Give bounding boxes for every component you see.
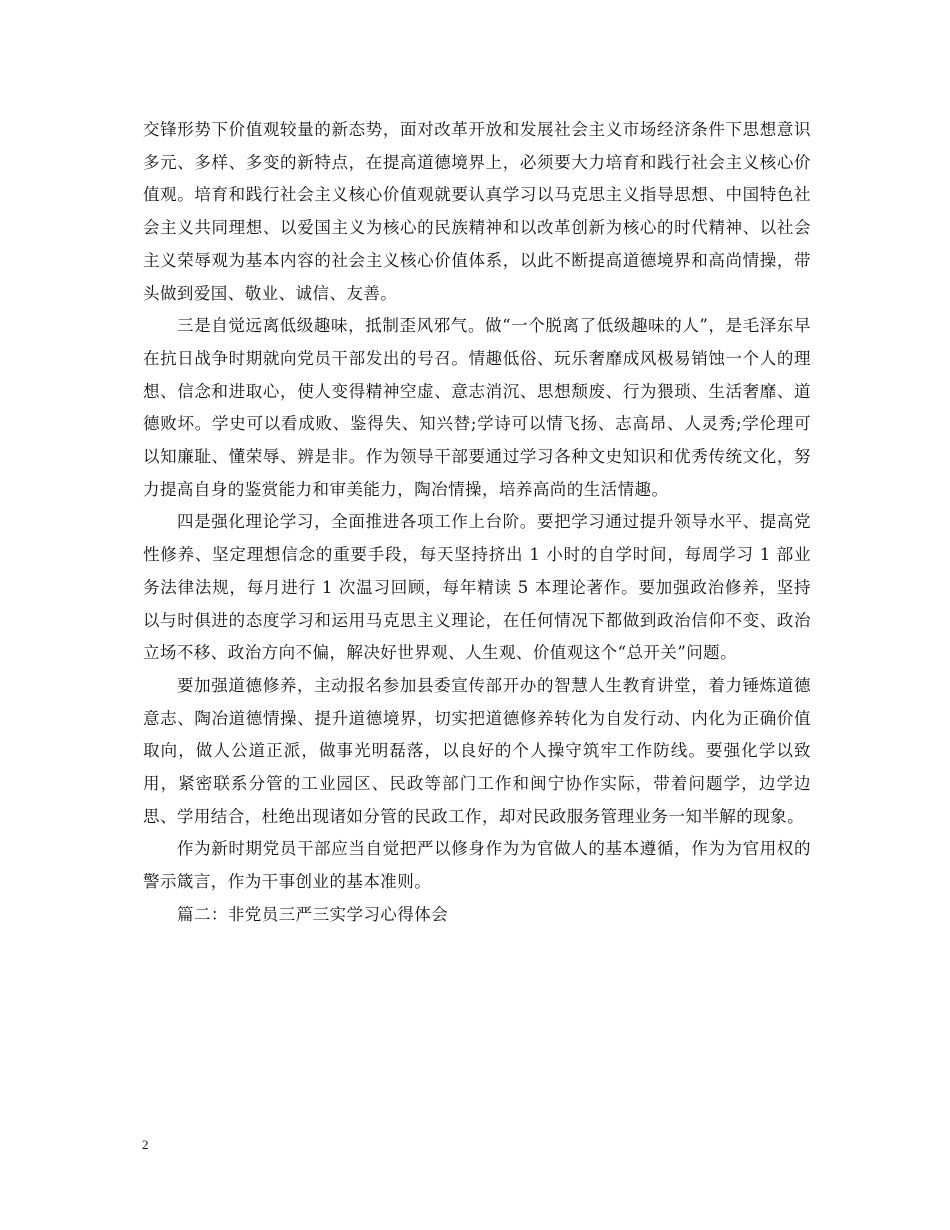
paragraph-conclusion: 作为新时期党员干部应当自觉把严以修身作为为官做人的基本遵循，作为为官用权的警示箴言，作为干事创业的基本准则。: [143, 839, 811, 892]
page-number: 2: [142, 1137, 149, 1152]
paragraph-moral-cultivation: 要加强道德修养，主动报名参加县委宣传部开办的智慧人生教育讲堂，着力锤炼道德意志、陶冶道德情操、提升道德境界，切实把道德修养转化为自发行动、内化为正确价值取向，做人公道正派，做事光明磊落，以良好的个人操守筑牢工作防线。要强化学以致用，紧密联系分管的工业园区、民政等部门工作和闽宁协作实际，带着问题学，边学边思、学用结合，杜绝出现诸如分管的民政工作，却对民政服务管理业务一知半解的现象。: [143, 675, 811, 826]
paragraph-point-three: 三是自觉远离低级趣味，抵制歪风邪气。做“一个脱离了低级趣味的人”，是毛泽东早在抗日战争时期就向党员干部发出的号召。情趣低俗、玩乐奢靡成风极易销蚀一个人的理想、信念和进取心，使人变得精神空虚、意志消沉、思想颓废、行为猥琐、生活奢靡、道德败坏。学史可以看成败、鉴得失、知兴替;学诗可以情飞扬、志高昂、人灵秀;学伦理可以知廉耻、懂荣辱、辨是非。作为领导干部要通过学习各种文史知识和优秀传统文化，努力提高自身的鉴赏能力和审美能力，陶冶情操，培养高尚的生活情趣。: [143, 316, 811, 499]
section-heading-part-two: 篇二：非党员三严三实学习心得体会: [177, 904, 449, 924]
document-body: [143, 114, 811, 932]
paragraph-point-four: 四是强化理论学习，全面推进各项工作上台阶。要把学习通过提升领导水平、提高党性修养、坚定理想信念的重要手段，每天坚持挤出 1 小时的自学时间，每周学习 1 部业务法律法规，每月进行 1 次温习回顾，每年精读 5 本理论著作。要加强政治修养，坚持以与时俱进的态度学习和运用马克思主义理论，在任何情况下都做到政治信仰不变、政治立场不移、政治方向不偏，解决好世界观、人生观、价值观这个“总开关”问题。: [143, 512, 811, 663]
paragraph-continuation: 交锋形势下价值观较量的新态势，面对改革开放和发展社会主义市场经济条件下思想意识多元、多样、多变的新特点，在提高道德境界上，必须要大力培育和践行社会主义核心价值观。培育和践行社会主义核心价值观就要认真学习以马克思主义指导思想、中国特色社会主义共同理想、以爱国主义为核心的民族精神和以改革创新为核心的时代精神、以社会主义荣辱观为基本内容的社会主义核心价值体系，以此不断提高道德境界和高尚情操，带头做到爱国、敬业、诚信、友善。: [143, 120, 811, 303]
